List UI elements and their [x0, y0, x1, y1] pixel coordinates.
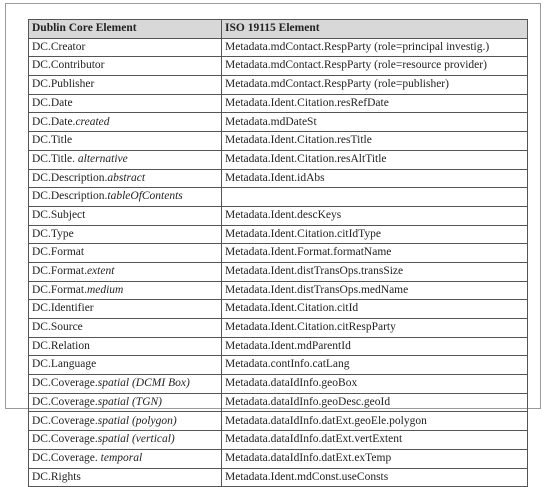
- iso-19115-element-cell: Metadata.Ident.mdConst.useConsts: [222, 468, 528, 487]
- iso-19115-element-cell: Metadata.dataIdInfo.datExt.geoEle.polygon: [222, 412, 528, 431]
- table-row: [29, 431, 528, 450]
- iso-19115-element-cell: Metadata.Ident.Citation.resRefDate: [222, 94, 528, 113]
- dublin-core-element-cell: [29, 38, 222, 57]
- table-row: [29, 38, 528, 57]
- dc-element-base: DC.Format: [32, 246, 85, 259]
- dc-element-base: DC.Format.: [32, 283, 87, 296]
- iso-19115-element-cell: Metadata.dataIdInfo.geoDesc.geoId: [222, 393, 528, 412]
- dc-element-qualifier: abstract: [107, 171, 146, 184]
- iso-19115-element-cell: Metadata.Ident.Citation.resAltTitle: [222, 150, 528, 169]
- table-row: [29, 449, 528, 468]
- table-header-row: [29, 20, 528, 39]
- table-row: [29, 337, 528, 356]
- dublin-core-element-cell: [29, 412, 222, 431]
- dc-element-base: DC.Coverage.: [32, 451, 101, 464]
- table-row: [29, 468, 528, 487]
- table-row: [29, 76, 528, 95]
- dublin-core-element-cell: [29, 132, 222, 151]
- dc-element-qualifier: medium: [86, 283, 124, 296]
- dc-element-qualifier: spatial (polygon): [97, 414, 177, 427]
- table-row: [29, 393, 528, 412]
- dc-element-base: DC.Format.: [32, 265, 87, 278]
- dublin-core-element-cell: [29, 468, 222, 487]
- table-row: [29, 262, 528, 281]
- table-row: [29, 94, 528, 113]
- table-row: [29, 319, 528, 338]
- iso-19115-element-cell: Metadata.Ident.mdParentId: [222, 337, 528, 356]
- dublin-core-element-cell: [29, 319, 222, 338]
- iso-19115-element-cell: Metadata.dataIdInfo.geoBox: [222, 375, 528, 394]
- table-row: [29, 412, 528, 431]
- iso-19115-element-cell: Metadata.mdContact.RespParty (role=resource provider): [222, 57, 528, 76]
- iso-19115-element-cell: Metadata.Ident.Citation.citRespParty: [222, 319, 528, 338]
- dc-element-base: DC.Coverage.: [32, 377, 98, 390]
- dublin-core-element-cell: [29, 393, 222, 412]
- iso-19115-element-cell: Metadata.Ident.Format.formatName: [222, 244, 528, 263]
- dc-element-base: DC.Relation: [32, 339, 90, 352]
- table-row: [29, 375, 528, 394]
- dublin-core-element-cell: [29, 206, 222, 225]
- dc-element-base: DC.Coverage.: [32, 433, 98, 446]
- dublin-core-element-cell: [29, 281, 222, 300]
- dublin-core-element-cell: [29, 57, 222, 76]
- table-row: [29, 169, 528, 188]
- iso-19115-element-cell: Metadata.Ident.distTransOps.transSize: [222, 262, 528, 281]
- dc-element-qualifier: spatial (TGN): [97, 395, 163, 408]
- table-row: [29, 300, 528, 319]
- iso-19115-element-cell: Metadata.Ident.idAbs: [222, 169, 528, 188]
- dc-element-qualifier: extent: [86, 265, 115, 278]
- dublin-core-element-cell: [29, 94, 222, 113]
- iso-19115-element-cell: Metadata.dataIdInfo.datExt.exTemp: [222, 449, 528, 468]
- dublin-core-element-cell: [29, 244, 222, 263]
- dc-element-qualifier: temporal: [100, 451, 143, 464]
- table-row: [29, 188, 528, 207]
- dublin-core-element-cell: [29, 225, 222, 244]
- dublin-core-element-cell: [29, 76, 222, 95]
- iso-19115-element-cell: Metadata.dataIdInfo.datExt.vertExtent: [222, 431, 528, 450]
- dc-element-base: DC.Description.: [32, 171, 108, 184]
- table-row: [29, 150, 528, 169]
- table-row: [29, 281, 528, 300]
- dublin-core-element-cell: [29, 150, 222, 169]
- iso-19115-element-cell: Metadata.Ident.descKeys: [222, 206, 528, 225]
- dc-element-base: DC.Coverage.: [32, 395, 98, 408]
- table-row: [29, 206, 528, 225]
- dublin-core-element-cell: [29, 188, 222, 207]
- iso-19115-column-header: ISO 19115 Element: [222, 20, 528, 39]
- dc-element-base: DC.Coverage.: [32, 414, 98, 427]
- iso-19115-element-cell: Metadata.Ident.Citation.citId: [222, 300, 528, 319]
- dublin-core-element-cell: [29, 113, 222, 132]
- dublin-core-element-cell: [29, 300, 222, 319]
- iso-19115-element-cell: Metadata.Ident.Citation.citIdType: [222, 225, 528, 244]
- iso-19115-element-cell: Metadata.mdDateSt: [222, 113, 528, 132]
- dc-element-qualifier: spatial (DCMI Box): [97, 377, 190, 390]
- table-row: [29, 57, 528, 76]
- document-frame: [5, 3, 541, 483]
- table-body: [29, 38, 528, 487]
- dc-element-base: DC.Date: [32, 96, 73, 109]
- dc-element-qualifier: alternative: [77, 152, 128, 165]
- dublin-core-element-cell: [29, 169, 222, 188]
- iso-19115-element-cell: Metadata.contInfo.catLang: [222, 356, 528, 375]
- dc-element-base: DC.Type: [32, 227, 74, 240]
- dc-element-base: DC.Date.: [32, 115, 76, 128]
- iso-19115-element-cell: Metadata.mdContact.RespParty (role=principal investig.): [222, 38, 528, 57]
- iso-19115-element-cell: Metadata.Ident.Citation.resTitle: [222, 132, 528, 151]
- dc-element-base: DC.Title: [32, 134, 73, 147]
- table-row: [29, 132, 528, 151]
- table-row: [29, 113, 528, 132]
- dc-element-qualifier: spatial (vertical): [97, 433, 175, 446]
- dublin-core-element-cell: [29, 337, 222, 356]
- dublin-core-iso-mapping-table: [28, 19, 528, 487]
- dc-element-qualifier: created: [75, 115, 110, 128]
- iso-19115-element-cell: Metadata.mdContact.RespParty (role=publisher): [222, 76, 528, 95]
- dc-element-base: DC.Language: [32, 358, 97, 371]
- iso-19115-element-cell: Metadata.Ident.distTransOps.medName: [222, 281, 528, 300]
- dublin-core-column-header: Dublin Core Element: [29, 20, 222, 39]
- dublin-core-element-cell: [29, 431, 222, 450]
- dc-element-base: DC.Publisher: [32, 78, 95, 91]
- dc-element-base: DC.Identifier: [32, 302, 94, 315]
- dc-element-qualifier: tableOfContents: [107, 190, 183, 203]
- dc-element-base: DC.Title.: [32, 152, 78, 165]
- dc-element-base: DC.Subject: [32, 208, 86, 221]
- dc-element-base: DC.Description.: [32, 190, 108, 203]
- table-row: [29, 244, 528, 263]
- dublin-core-element-cell: [29, 449, 222, 468]
- dc-element-base: DC.Rights: [32, 470, 81, 483]
- dublin-core-element-cell: [29, 262, 222, 281]
- dc-element-base: DC.Source: [32, 321, 83, 334]
- dc-element-base: DC.Contributor: [32, 59, 105, 72]
- table-row: [29, 356, 528, 375]
- table-row: [29, 225, 528, 244]
- iso-19115-element-cell: [222, 188, 528, 207]
- dublin-core-element-cell: [29, 375, 222, 394]
- dc-element-base: DC.Creator: [32, 40, 86, 53]
- dublin-core-element-cell: [29, 356, 222, 375]
